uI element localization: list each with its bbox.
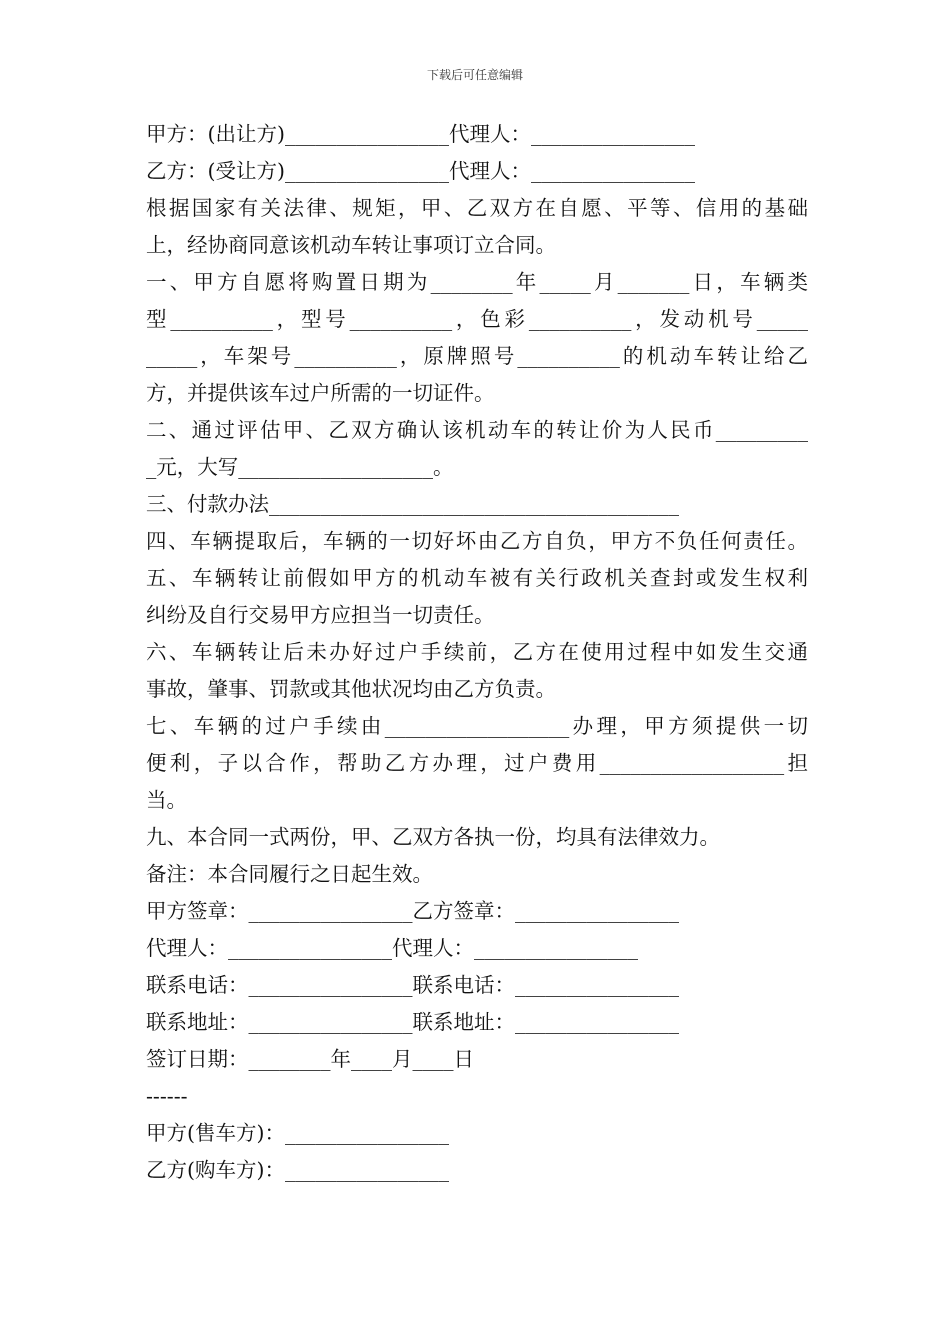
- clause-1-line-4: 方，并提供该车过户所需的一切证件。: [146, 381, 495, 405]
- clause-7-line-3: 当。: [146, 788, 187, 812]
- party-a-line: 甲方：(出让方)________________代理人：________________: [146, 122, 695, 146]
- separator-line: ------: [146, 1084, 188, 1108]
- clause-7-line-2: 便利，子以合作，帮助乙方办理，过户费用__________________担: [146, 751, 808, 775]
- download-editable-note: 下载后可任意编辑: [426, 68, 523, 82]
- signature-line: 甲方签章：________________乙方签章：________________: [146, 899, 679, 923]
- clause-9-line: 九、本合同一式两份，甲、乙双方各执一份，均具有法律效力。: [146, 825, 720, 849]
- preamble-line-1: 根据国家有关法律、规矩，甲、乙双方在自愿、平等、信用的基础: [146, 196, 808, 220]
- clause-1-line-1: 一、甲方自愿将购置日期为________年_____月_______日，车辆类: [146, 270, 808, 294]
- clause-1-line-3: _____，车架号__________，原牌照号__________的机动车转让给乙: [146, 344, 808, 368]
- clause-6-line-1: 六、车辆转让后未办好过户手续前，乙方在使用过程中如发生交通: [146, 640, 808, 664]
- preamble-line-2: 上，经协商同意该机动车转让事项订立合同。: [146, 233, 556, 257]
- clause-5-line-2: 纠纷及自行交易甲方应担当一切责任。: [146, 603, 495, 627]
- seller-line: 甲方(售车方)：________________: [146, 1121, 449, 1145]
- clause-3-line: 三、付款办法________________________________________: [146, 492, 679, 516]
- clause-5-line-1: 五、车辆转让前假如甲方的机动车被有关行政机关查封或发生权利: [146, 566, 808, 590]
- agent-line: 代理人：________________代理人：________________: [146, 936, 638, 960]
- clause-7-line-1: 七、车辆的过户手续由__________________办理，甲方须提供一切: [146, 714, 808, 738]
- buyer-line: 乙方(购车方)：________________: [146, 1158, 449, 1182]
- clause-6-line-2: 事故，肇事、罚款或其他状况均由乙方负责。: [146, 677, 556, 701]
- clause-2-line-1: 二、通过评估甲、乙双方确认该机动车的转让价为人民币_________: [146, 418, 808, 442]
- sign-date-line: 签订日期：________年____月____日: [146, 1047, 474, 1071]
- phone-line: 联系电话：________________联系电话：________________: [146, 973, 679, 997]
- clause-2-line-2: _元，大写___________________。: [146, 455, 454, 479]
- remark-line: 备注：本合同履行之日起生效。: [146, 862, 433, 886]
- contract-body: [146, 116, 808, 1189]
- clause-4-line: 四、车辆提取后，车辆的一切好坏由乙方自负，甲方不负任何责任。: [146, 529, 808, 553]
- party-b-line: 乙方：(受让方)________________代理人：________________: [146, 159, 695, 183]
- clause-1-line-2: 型__________，型号__________，色彩__________，发动机号_____: [146, 307, 808, 331]
- address-line: 联系地址：________________联系地址：________________: [146, 1010, 679, 1034]
